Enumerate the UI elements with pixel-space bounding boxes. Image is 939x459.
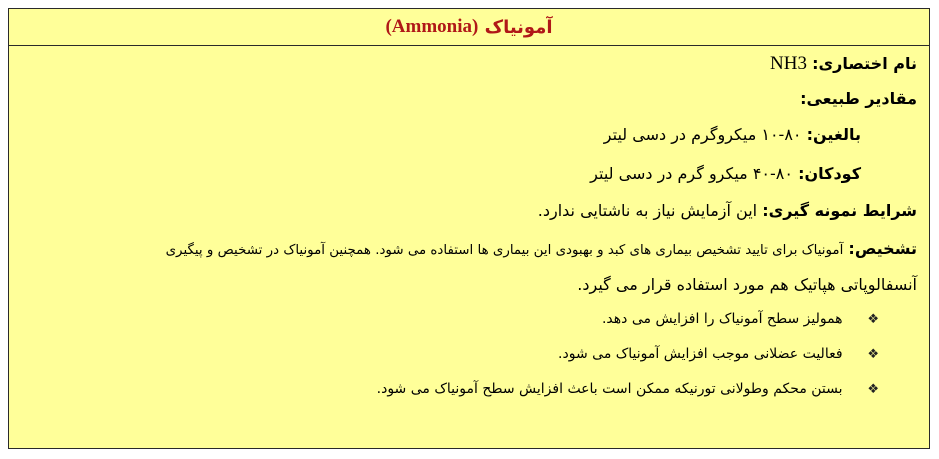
diagnosis-row — [166, 239, 917, 258]
bullet-item — [602, 311, 879, 327]
diamond-bullet-icon: ❖ — [867, 382, 879, 397]
children-value: ۸۰-۴۰ میکرو گرم در دسی لیتر — [590, 164, 793, 183]
children-label: کودکان: — [798, 164, 861, 183]
title-en: (Ammonia) — [385, 16, 479, 37]
adults-label: بالغین: — [806, 125, 861, 144]
normal-values-heading-text: مقادیر طبیعی: — [800, 89, 917, 108]
bullet-item — [558, 346, 879, 362]
abbreviation-row — [770, 53, 917, 75]
title-fa: آمونیاک — [484, 16, 553, 38]
info-card — [8, 8, 930, 449]
bullet-text: همولیز سطح آمونیاک را افزایش می دهد. — [601, 311, 843, 327]
bullet-text: بستن محکم وطولانی تورنیکه ممکن است باعث افزایش سطح آمونیاک می شود. — [376, 381, 843, 397]
diagnosis-line2: آنسفالوپاتی هپاتیک هم مورد استفاده قرار می گیرد. — [577, 275, 917, 294]
abbreviation-value: NH3 — [770, 53, 807, 74]
diagnosis-line1: آمونیاک برای تایید تشخیص بیماری های کبد و بهبودی این بیماری ها استفاده می شود. همچنین آمونیاک در تشخیص و پیگیری — [165, 243, 844, 258]
children-row — [590, 164, 861, 183]
card-title — [9, 9, 929, 46]
abbreviation-label: نام اختصاری: — [812, 54, 917, 73]
diagnosis-label: تشخیص: — [848, 239, 917, 258]
diamond-bullet-icon: ❖ — [867, 347, 879, 362]
bullet-item — [377, 381, 879, 397]
adults-row — [604, 125, 861, 144]
normal-values-heading — [800, 89, 917, 108]
diamond-bullet-icon: ❖ — [867, 312, 879, 327]
adults-value: ۸۰-۱۰ میکروگرم در دسی لیتر — [603, 125, 802, 144]
sampling-text: این آزمایش نیاز به ناشتایی ندارد. — [537, 201, 758, 220]
bullet-text: فعالیت عضلانی موجب افزایش آمونیاک می شود. — [558, 346, 843, 362]
sampling-row — [538, 201, 917, 220]
diagnosis-continuation — [577, 275, 917, 294]
sampling-label: شرایط نمونه گیری: — [762, 201, 917, 220]
